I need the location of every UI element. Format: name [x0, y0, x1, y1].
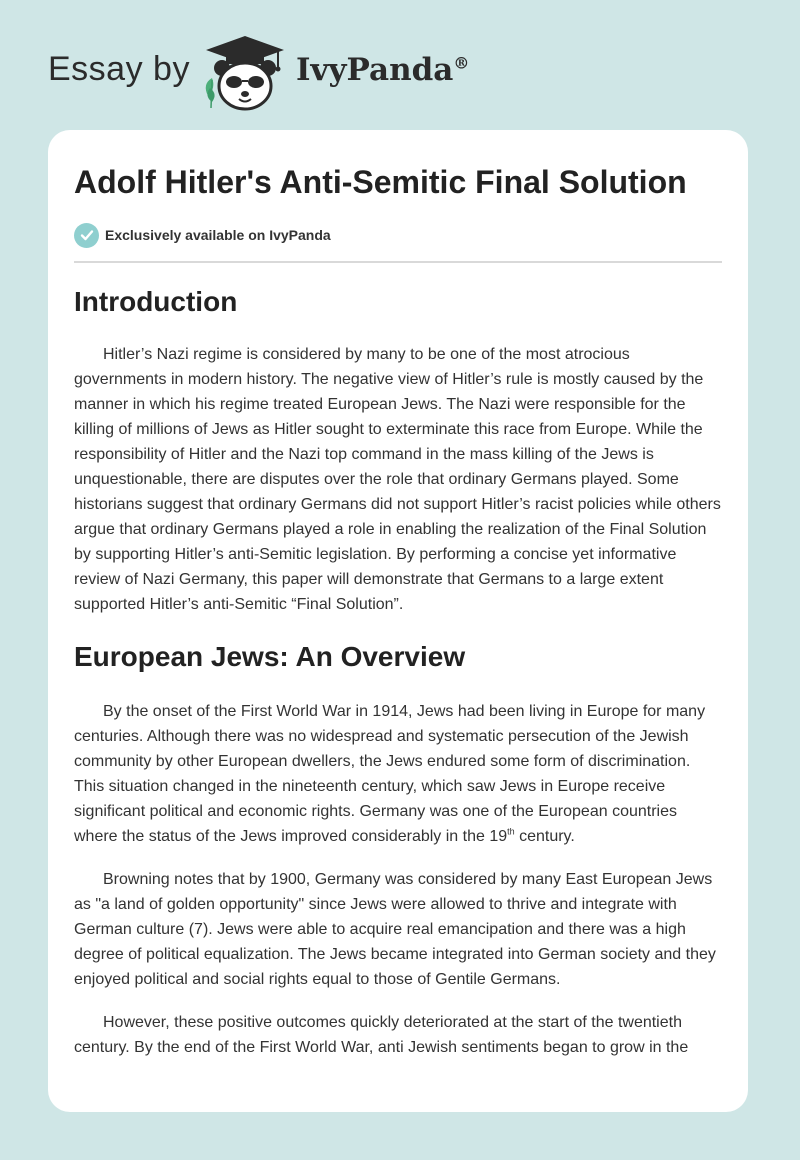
registered-mark: ® [453, 53, 470, 73]
intro-paragraph: Hitler’s Nazi regime is considered by many to be one of the most atrocious governments in modern history. The negative view of Hitler’s rule is mostly caused by the manner in which his regime treated European Jews. The Nazi were responsible for the killing of millions of Jews as Hitler sought to exterminate this race from Europe. While the responsibility of Hitler and the Nazi top command in the mass killing of the Jews is unquestionable, there are disputes over the role that ordinary Germans played. Some historians suggest that ordinary Germans did not support Hitler’s racist policies while others argue that ordinary Germans played a role in enabling the realization of the Final Solution by supporting Hitler’s anti-Semitic legislation. By performing a concise yet informative review of Nazi Germany, this paper will demonstrate that Germans to a large extent supported Hitler’s anti-Semitic “Final Solution”. [74, 346, 721, 613]
essay-body [74, 280, 724, 1078]
site-header [0, 0, 800, 130]
title-divider [74, 261, 722, 263]
overview-paragraph-1: By the onset of the First World War in 1914, Jews had been living in Europe for many centuries. Although there was no widespread and systematic persecution of the Jewish community by other European dwellers, the Jews endured some form of discrimination. This situation changed in the nineteenth century, which saw Jews in Europe receive significant political and economic rights. Germany was one of the European countries where the status of the Jews improved considerably in the 19th century. [74, 703, 706, 845]
essay-card [48, 130, 748, 1112]
panda-logo-icon[interactable] [200, 34, 290, 112]
check-icon [74, 223, 99, 248]
essay-by-label: Essay by [48, 50, 190, 88]
essay-title: Adolf Hitler's Anti-Semitic Final Solution [74, 164, 687, 200]
overview-paragraph-3: However, these positive outcomes quickly deteriorated at the start of the twentieth century. By the end of the First World War, anti Jewish sentiments began to grow in the [74, 1014, 689, 1056]
overview-paragraph-2: Browning notes that by 1900, Germany was considered by many East European Jews as "a land of golden opportunity" since Jews were allowed to thrive and integrate with German culture (7). Jews were able to acquire real emancipation and there was a high degree of political equalization. The Jews became integrated into German society and they enjoyed political and social rights equal to those of Gentile Germans. [74, 871, 716, 988]
exclusive-badge [74, 222, 331, 248]
section-heading-european-jews: European Jews: An Overview [74, 641, 466, 672]
section-heading-introduction: Introduction [74, 286, 238, 317]
exclusive-badge-label: Exclusively available on IvyPanda [105, 227, 331, 243]
brand-name[interactable]: IvyPanda® [296, 52, 470, 88]
ordinal-suffix: th [507, 826, 515, 837]
